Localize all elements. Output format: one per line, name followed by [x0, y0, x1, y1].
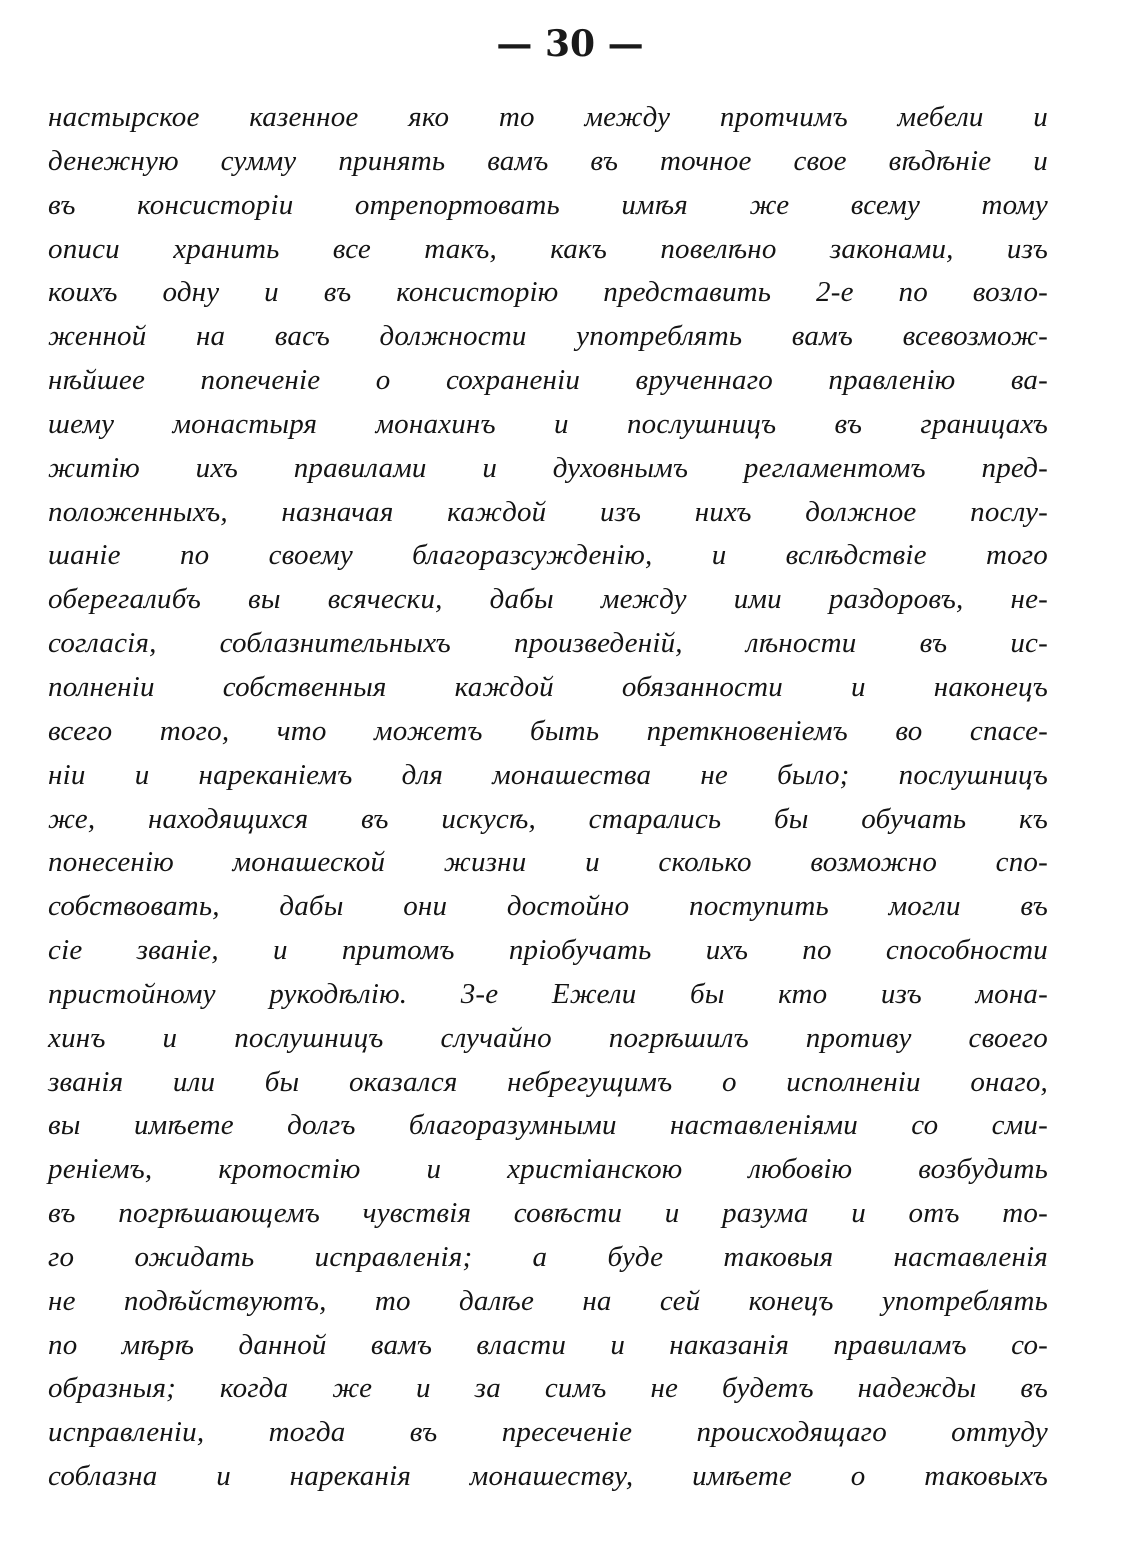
body-text — [48, 96, 1048, 1499]
text-line: исправленіи, тогда въ пресеченіе происходящаго оттуду — [48, 1416, 1048, 1449]
text-line: по мѣрѣ данной вамъ власти и наказанія правиламъ со- — [48, 1328, 1048, 1361]
text-line: въ консисторіи отрепортовать имѣя же всему тому — [48, 188, 1048, 221]
page-number: — 30 — — [496, 23, 644, 65]
text-line: понесенію монашеской жизни и сколько возможно спо- — [48, 846, 1048, 879]
text-line: ніи и нареканіемъ для монашества не было; послушницъ — [48, 758, 1048, 791]
text-line: въ погрѣшающемъ чувствія совѣсти и разума и отъ то- — [48, 1197, 1048, 1230]
text-line: житію ихъ правилами и духовнымъ регламентомъ пред- — [48, 451, 1048, 484]
text-line: реніемъ, кротостію и христіанскою любовію возбудить — [48, 1153, 1048, 1186]
text-line: полненіи собственныя каждой обязанности и наконецъ — [48, 670, 1048, 703]
text-line: шему монастыря монахинъ и послушницъ въ границахъ — [48, 407, 1048, 440]
text-line: пристойному рукодѣлію. 3-е Ежели бы кто изъ мона- — [48, 977, 1048, 1010]
text-line: всего того, что можетъ быть преткновеніемъ во спасе- — [48, 714, 1048, 747]
text-line: званія или бы оказался небрегущимъ о исполненіи онаго, — [48, 1065, 1048, 1098]
text-line: положенныхъ, назначая каждой изъ нихъ должное послу- — [48, 495, 1048, 528]
text-line: же, находящихся въ искусѣ, старались бы обучать къ — [48, 802, 1048, 835]
text-line: образныя; когда же и за симъ не будетъ надежды въ — [48, 1372, 1048, 1405]
text-line: го ожидать исправленія; а буде таковыя наставленія — [48, 1240, 1048, 1273]
text-line: шаніе по своему благоразсужденію, и вслѣдствіе того — [48, 539, 1048, 572]
text-line: оберегалибъ вы всячески, дабы между ими раздоровъ, не- — [48, 583, 1048, 616]
text-line: хинъ и послушницъ случайно погрѣшилъ противу своего — [48, 1021, 1048, 1054]
text-line: женной на васъ должности употреблять вамъ всевозмож- — [48, 320, 1048, 353]
text-line: описи хранить все такъ, какъ повелѣно законами, изъ — [48, 232, 1048, 265]
text-line: не подѣйствуютъ, то далѣе на сей конецъ употреблять — [48, 1284, 1048, 1317]
text-line: соблазна и нареканія монашеству, имѣете о таковыхъ — [48, 1460, 1048, 1493]
text-line: настырское казенное яко то между протчимъ мебели и — [48, 101, 1048, 133]
text-line: согласія, соблазнительныхъ произведеній, лѣности въ ис- — [48, 627, 1048, 660]
text-line: сіе званіе, и притомъ пріобучать ихъ по способности — [48, 934, 1048, 967]
text-line: нѣйшее попеченіе о сохраненіи врученнаго правленію ва- — [48, 364, 1048, 397]
text-line: коихъ одну и въ консисторію представить 2-е по возло- — [48, 276, 1048, 309]
text-line: денежную сумму принять вамъ въ точное свое вѣдѣніе и — [48, 144, 1048, 177]
text-line: собствовать, дабы они достойно поступить могли въ — [48, 890, 1048, 923]
text-line: вы имѣете долгъ благоразумными наставленіями со сми- — [48, 1109, 1048, 1142]
